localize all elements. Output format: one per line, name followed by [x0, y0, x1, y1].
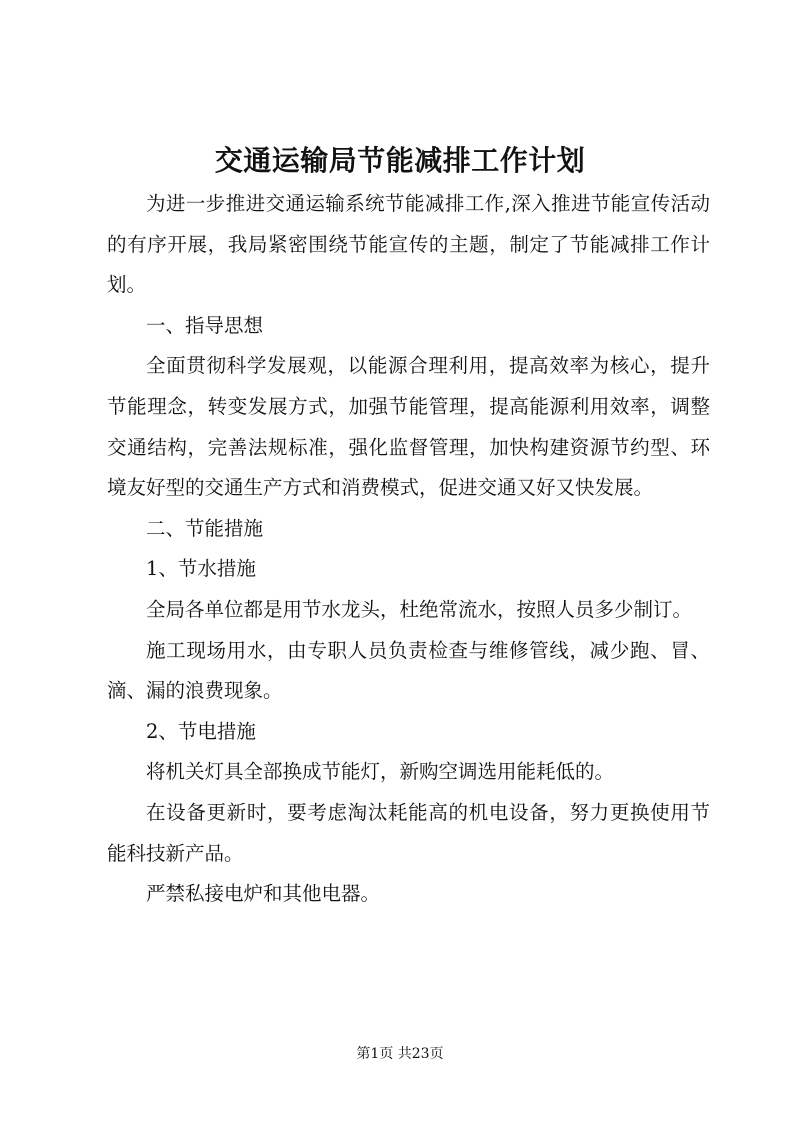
paragraph-energy-lamps: 将机关灯具全部换成节能灯，新购空调选用能耗低的。	[146, 760, 615, 784]
section-heading-energy-measures: 二、节能措施	[146, 516, 264, 540]
page-number-footer: 第1页 共23页	[356, 1046, 444, 1062]
paragraph-intro: 为进一步推进交通运输系统节能减排工作,深入推进节能宣传活动的有序开展，我局紧密围绕节能宣传的主题，制定了节能减排工作计划。	[107, 192, 710, 297]
subsection-heading-water-saving: 1、节水措施	[146, 557, 256, 581]
document-title: 交通运输局节能减排工作计划	[214, 144, 586, 177]
paragraph-construction-water: 施工现场用水，由专职人员负责检查与维修管线，减少跑、冒、滴、漏的浪费现象。	[107, 638, 710, 703]
paragraph-equipment-update: 在设备更新时，要考虑淘汰耗能高的机电设备，努力更换使用节能科技新产品。	[107, 800, 710, 865]
section-heading-guiding-ideology: 一、指导思想	[146, 313, 264, 337]
paragraph-water-faucets: 全局各单位都是用节水龙头，杜绝常流水，按照人员多少制订。	[146, 597, 693, 621]
subsection-heading-power-saving: 2、节电措施	[146, 719, 256, 743]
paragraph-guiding-ideology: 全面贯彻科学发展观，以能源合理利用，提高效率为核心，提升节能理念，转变发展方式，加强节能管理，提高能源利用效率，调整交通结构，完善法规标准，强化监督管理，加快构建资源节约型、环境友好型的交通生产方式和消费模式，促进交通又好又快发展。	[107, 354, 710, 500]
paragraph-prohibit-heaters: 严禁私接电炉和其他电器。	[146, 882, 381, 906]
document-body	[107, 184, 710, 915]
